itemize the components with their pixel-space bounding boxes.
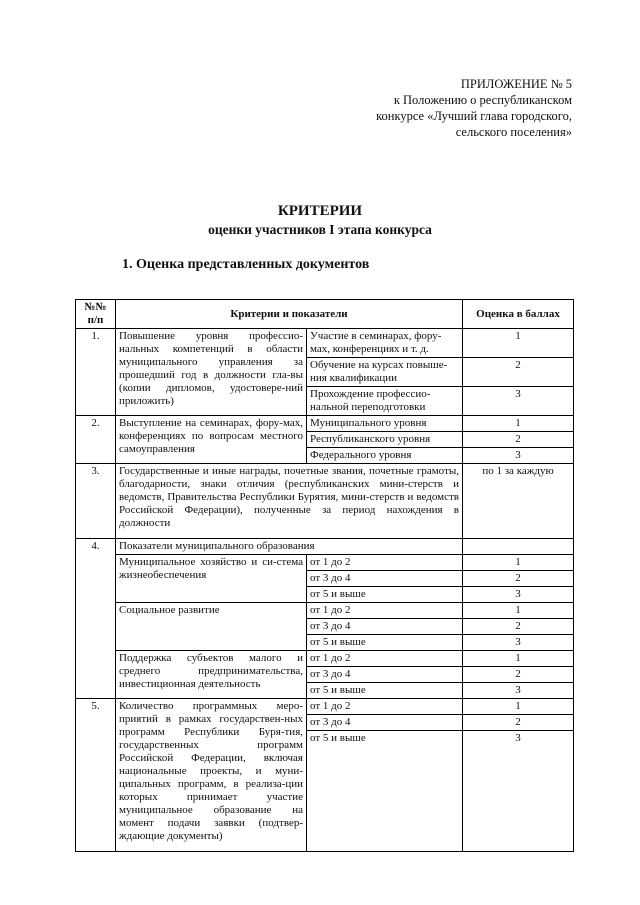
table-row — [76, 464, 574, 539]
score-cell: 1 — [463, 603, 574, 619]
header-number: №№ п/п — [76, 300, 116, 329]
score-cell: по 1 за каждую — [463, 464, 574, 539]
subcriterion-cell: Республиканского уровня — [307, 432, 463, 448]
subcriterion-cell: Прохождение профессио-нальной переподготовки — [307, 387, 463, 416]
table-row — [76, 651, 574, 667]
row-number: 3. — [76, 464, 116, 539]
annex-line: конкурсе «Лучший глава городского, — [376, 109, 572, 123]
score-cell: 1 — [463, 555, 574, 571]
subcriterion-cell: Федерального уровня — [307, 448, 463, 464]
criterion-cell: Государственные и иные награды, почетные звания, почетные грамоты, благодарности, знаки отличия (республиканских мини-стерств и ведомств, Правительства Республики Бурятия, мини-стерств и ведомств Российской Федерации), полученные за период нахождения в должности — [116, 464, 463, 539]
section-heading: 1. Оценка представленных документов — [122, 257, 370, 272]
row-number: 2. — [76, 416, 116, 464]
score-cell-empty — [463, 539, 574, 555]
indicator-cell: Муниципальное хозяйство и си-стема жизнеобеспечения — [116, 555, 307, 603]
score-cell: 3 — [463, 387, 574, 416]
score-cell: 3 — [463, 731, 574, 852]
annex-header — [376, 76, 572, 140]
table-row — [76, 416, 574, 432]
table-header-row — [76, 300, 574, 329]
range-cell: от 1 до 2 — [307, 699, 463, 715]
range-cell: от 3 до 4 — [307, 571, 463, 587]
subcriterion-cell: Обучение на курсах повыше-ния квалификации — [307, 358, 463, 387]
indicator-cell: Социальное развитие — [116, 603, 307, 651]
score-cell: 1 — [463, 329, 574, 358]
table-row — [76, 555, 574, 571]
range-cell: от 1 до 2 — [307, 651, 463, 667]
range-cell: от 3 до 4 — [307, 619, 463, 635]
score-cell: 2 — [463, 667, 574, 683]
row-number: 4. — [76, 539, 116, 699]
header-criteria: Критерии и показатели — [116, 300, 463, 329]
score-cell: 3 — [463, 448, 574, 464]
score-cell: 2 — [463, 358, 574, 387]
score-cell: 2 — [463, 432, 574, 448]
score-cell: 2 — [463, 571, 574, 587]
range-cell: от 5 и выше — [307, 683, 463, 699]
score-cell: 3 — [463, 587, 574, 603]
page-subtitle: оценки участников I этапа конкурса — [208, 222, 432, 237]
criterion-cell: Повышение уровня профессио-нальных компетенций в области муниципального управления за прошедший год в должности гла-вы (копии дипломов, удостовере-ний приложить) — [116, 329, 307, 416]
score-cell: 2 — [463, 715, 574, 731]
range-cell: от 3 до 4 — [307, 667, 463, 683]
score-cell: 3 — [463, 635, 574, 651]
group-header-cell: Показатели муниципального образования — [116, 539, 463, 555]
indicator-cell: Поддержка субъектов малого и среднего предпринимательства, инвестиционная деятельность — [116, 651, 307, 699]
score-cell: 2 — [463, 619, 574, 635]
row-number: 1. — [76, 329, 116, 416]
table-row — [76, 699, 574, 715]
range-cell: от 3 до 4 — [307, 715, 463, 731]
score-cell: 1 — [463, 699, 574, 715]
range-cell: от 5 и выше — [307, 731, 463, 852]
annex-line: сельского поселения» — [455, 125, 572, 139]
score-cell: 1 — [463, 416, 574, 432]
range-cell: от 5 и выше — [307, 635, 463, 651]
row-number: 5. — [76, 699, 116, 852]
annex-line: ПРИЛОЖЕНИЕ № 5 — [460, 77, 572, 91]
header-score: Оценка в баллах — [463, 300, 574, 329]
score-cell: 3 — [463, 683, 574, 699]
subcriterion-cell: Муниципального уровня — [307, 416, 463, 432]
criterion-cell: Количество программных меро-приятий в рамках государствен-ных программ Республики Буря-тия, государственных программ Российской Федерации, включая национальные проекты, и муни-ципальных программ, в реализа-ции которых принимает участие муниципальное образование на момент подачи заявки (подтвер-ждающие документы) — [116, 699, 307, 852]
range-cell: от 1 до 2 — [307, 603, 463, 619]
range-cell: от 5 и выше — [307, 587, 463, 603]
page-title: КРИТЕРИИ — [277, 203, 363, 219]
criteria-table — [75, 299, 574, 852]
annex-line: к Положению о республиканском — [393, 93, 572, 107]
table-row — [76, 539, 574, 555]
range-cell: от 1 до 2 — [307, 555, 463, 571]
table-row — [76, 603, 574, 619]
score-cell: 1 — [463, 651, 574, 667]
table-row — [76, 329, 574, 358]
subcriterion-cell: Участие в семинарах, фору-мах, конференциях и т. д. — [307, 329, 463, 358]
criterion-cell: Выступление на семинарах, фору-мах, конференциях по вопросам местного самоуправления — [116, 416, 307, 464]
